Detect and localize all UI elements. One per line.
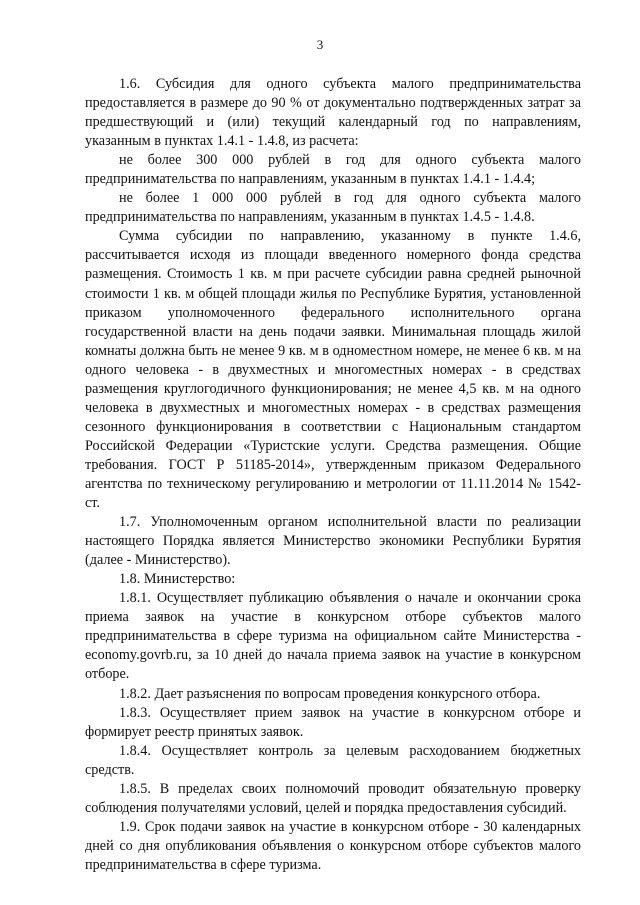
paragraph-1-9: 1.9. Срок подачи заявок на участие в конкурсном отборе - 30 календарных дней со дня опубликования объявления о конкурсном отборе субъектов малого предпринимательства в сфере туризма. <box>85 818 581 873</box>
paragraph-1-8-1: 1.8.1. Осуществляет публикацию объявления о начале и окончании срока приема заявок на участие в конкурсном отборе субъектов малого предпринимательства в сфере туризма на официальном сайте Министерства - economy.govrb.ru, за 10 дней до начала приема заявок на участие в конкурсном отборе. <box>85 590 581 683</box>
paragraph-1-6-limit-1: не более 300 000 рублей в год для одного субъекта малого предпринимательства по направлениям, указанным в пунктах 1.4.1 - 1.4.4; <box>85 152 581 188</box>
page-number: 3 <box>316 37 324 52</box>
document-body <box>85 75 581 875</box>
paragraph-1-8-5: 1.8.5. В пределах своих полномочий проводит обязательную проверку соблюдения получателями условий, целей и порядка предоставления субсидий. <box>85 780 581 816</box>
paragraph-1-6-limit-2: не более 1 000 000 рублей в год для одного субъекта малого предпринимательства по направлениям, указанным в пунктах 1.4.5 - 1.4.8. <box>85 190 581 226</box>
paragraph-1-6: 1.6. Субсидия для одного субъекта малого предпринимательства предоставляется в размере до 90 % от документально подтвержденных затрат за предшествующий и (или) текущий календарный год по направлениям, указанным в пунктах 1.4.1 - 1.4.8, из расчета: <box>85 76 581 150</box>
paragraph-1-8: 1.8. Министерство: <box>119 571 236 588</box>
paragraph-1-8-2: 1.8.2. Дает разъяснения по вопросам проведения конкурсного отбора. <box>119 685 541 702</box>
paragraph-1-7: 1.7. Уполномоченным органом исполнительной власти по реализации настоящего Порядка является Министерство экономики Республики Бурятия (далее - Министерство). <box>85 514 581 569</box>
paragraph-1-8-4: 1.8.4. Осуществляет контроль за целевым расходованием бюджетных средств. <box>85 742 581 778</box>
paragraph-subsidy-calculation: Сумма субсидии по направлению, указанному в пункте 1.4.6, рассчитывается исходя из площади введенного номерного фонда средства размещения. Стоимость 1 кв. м при расчете субсидии равна средней рыночной стоимости 1 кв. м общей площади жилья по Республике Бурятия, установленной приказом уполномоченного федерального исполнительного органа государственной власти на день подачи заявки. Минимальная площадь жилой комнаты должна быть не менее 9 кв. м в одноместном номере, не менее 6 кв. м на одного человека - в двухместных и многоместных номерах - в средствах размещения круглогодичного функционирования; не менее 4,5 кв. м на одного человека в двухместных и многоместных номерах - в средствах размещения сезонного функционирования в соответствии с Национальным стандартом Российской Федерации «Туристские услуги. Средства размещения. Общие требования. ГОСТ Р 51185-2014», утвержденным приказом Федерального агентства по техническому регулированию и метрологии от 11.11.2014 № 1542-ст. <box>85 228 581 512</box>
paragraph-1-8-3: 1.8.3. Осуществляет прием заявок на участие в конкурсном отборе и формирует реестр принятых заявок. <box>85 704 581 740</box>
